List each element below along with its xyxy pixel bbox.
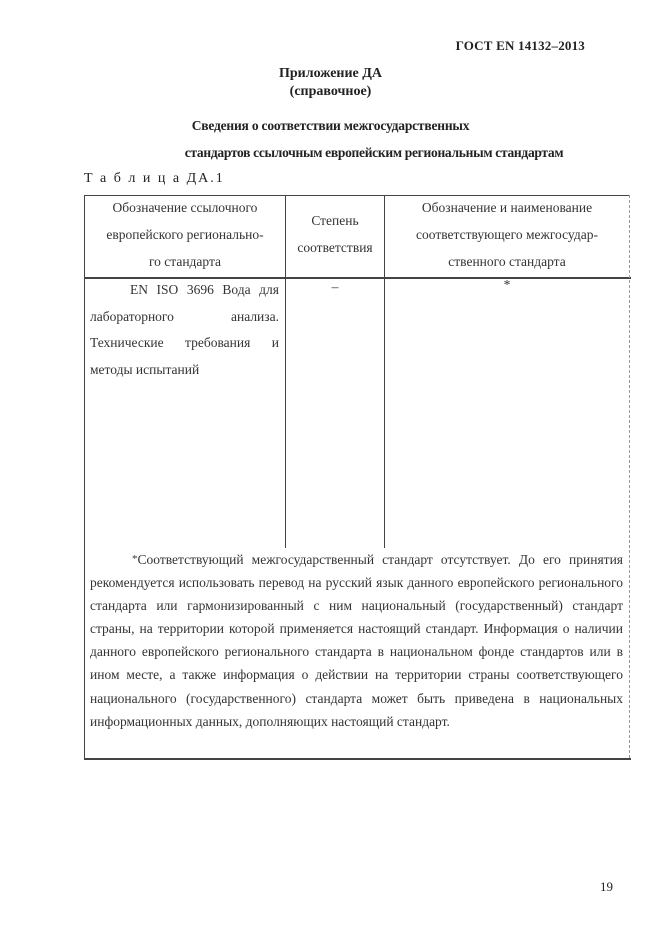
table-right-border	[629, 195, 630, 758]
table-column-divider-2	[384, 195, 385, 548]
table-bottom-border	[84, 758, 631, 760]
table-row-reference: EN ISO 3696 Вода для лабораторного анализа. Технические требования и методы испытаний	[90, 282, 279, 377]
column-header-interstate: Обозначение и наименование соответствующего межгосудар- ственного стандарта	[416, 200, 598, 269]
table-footnote	[90, 548, 623, 733]
appendix-title: Приложение ДА	[278, 66, 383, 81]
table-row-interstate: *	[503, 277, 511, 292]
footnote-text: Соответствующий межгосударственный стандарт отсутствует. До его принятия рекомендуется использовать перевод на русский язык данного европейского регионального стандарта или гармонизированный с ним национальный (государственный) стандарт страны, на территории которой применяется настоящий стандарт. Информация о наличии данного европейского регионального стандарта в национальном фонде стандартов или в ином месте, а также информация о действии на территории страны соответствующего национального (государственного) стандарта может быть приведена в национальных информационных данных, дополняющих настоящий стандарт.	[90, 552, 623, 729]
document-code: ГОСТ EN 14132–2013	[455, 38, 585, 53]
appendix-note: (справочное)	[289, 84, 372, 99]
footnote-mark: *	[132, 553, 138, 565]
column-header-degree: Степень соответствия	[297, 213, 373, 255]
table-caption: Т а б л и ц а ДА.1	[84, 171, 225, 186]
table-left-border	[84, 195, 85, 759]
section-heading-line-2: стандартов ссылочным европейским региональным стандартам	[184, 145, 564, 160]
table-row-degree: –	[331, 279, 339, 294]
section-heading-line-1: Сведения о соответствии межгосударственных	[191, 118, 470, 133]
page-number: 19	[600, 879, 613, 894]
column-header-reference: Обозначение ссылочного европейского регионально- го стандарта	[106, 200, 264, 269]
